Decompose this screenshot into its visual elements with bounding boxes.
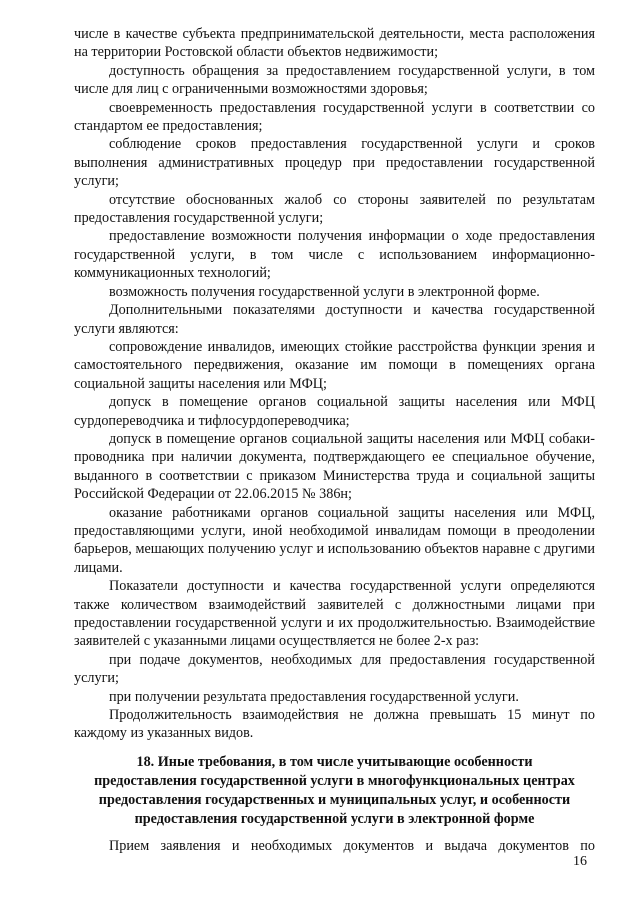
paragraph: соблюдение сроков предоставления государственной услуги и сроков выполнения административных процедур при предоставлении государственной услуги; (74, 136, 595, 190)
paragraph: Показатели доступности и качества государственной услуги определяются также количеством взаимодействий заявителей с должностными лицами при предоставлении государственной услуги и их продолжительностью. Взаимодействие заявителей с указанными лицами осуществляется не более 2-х раз: (74, 578, 595, 650)
paragraph: числе в качестве субъекта предпринимательской деятельности, места расположения на территории Ростовской области объектов недвижимости; (74, 26, 595, 61)
paragraph: допуск в помещение органов социальной защиты населения или МФЦ собаки-проводника при наличии документа, подтверждающего ее специальное обучение, выданного в соответствии с приказом Министерства труда и социальной защиты Российской Федерации от 22.06.2015 № 386н; (74, 430, 595, 503)
paragraph: Прием заявления и необходимых документов и выдача документов по (109, 837, 595, 854)
paragraph: Продолжительность взаимодействия не должна превышать 15 минут по каждому из указанных видов. (74, 707, 595, 742)
page-number: 16 (573, 854, 587, 869)
paragraph: предоставление возможности получения информации о ходе предоставления государственной услуги, в том числе с использованием информационно-коммуникационных технологий; (74, 228, 595, 282)
paragraph: оказание работниками органов социальной защиты населения или МФЦ, предоставляющими услуги, иной необходимой инвалидам помощи в преодолении барьеров, мешающих получению услуг и использованию объектов наравне с другими лицами. (74, 504, 595, 576)
section-heading: 18. Иные требования, в том числе учитывающие особенности предоставления государственной услуги в многофункциональных центрах предоставления государственных и муниципальных услуг, и особенности предоставления государственной услуги в электронной форме (94, 753, 575, 827)
paragraph: возможность получения государственной услуги в электронной форме. (109, 283, 540, 300)
paragraph: сопровождение инвалидов, имеющих стойкие расстройства функции зрения и самостоятельного передвижения, оказание им помощи в помещениях органа социальной защиты населения или МФЦ; (74, 338, 595, 392)
paragraph: своевременность предоставления государственной услуги в соответствии со стандартом ее предоставления; (74, 99, 595, 135)
paragraph: Дополнительными показателями доступности и качества государственной услуги являются: (74, 302, 595, 337)
paragraph: допуск в помещение органов социальной защиты населения или МФЦ сурдопереводчика и тифлосурдопереводчика; (74, 394, 595, 429)
paragraph: при подаче документов, необходимых для предоставления государственной услуги; (74, 651, 595, 687)
paragraph: отсутствие обоснованных жалоб со стороны заявителей по результатам предоставления государственной услуги; (74, 191, 595, 227)
paragraph: при получении результата предоставления государственной услуги. (109, 688, 519, 705)
paragraph: доступность обращения за предоставлением государственной услуги, в том числе для лиц с ограниченными возможностями здоровья; (74, 62, 595, 98)
document-page (74, 25, 595, 855)
